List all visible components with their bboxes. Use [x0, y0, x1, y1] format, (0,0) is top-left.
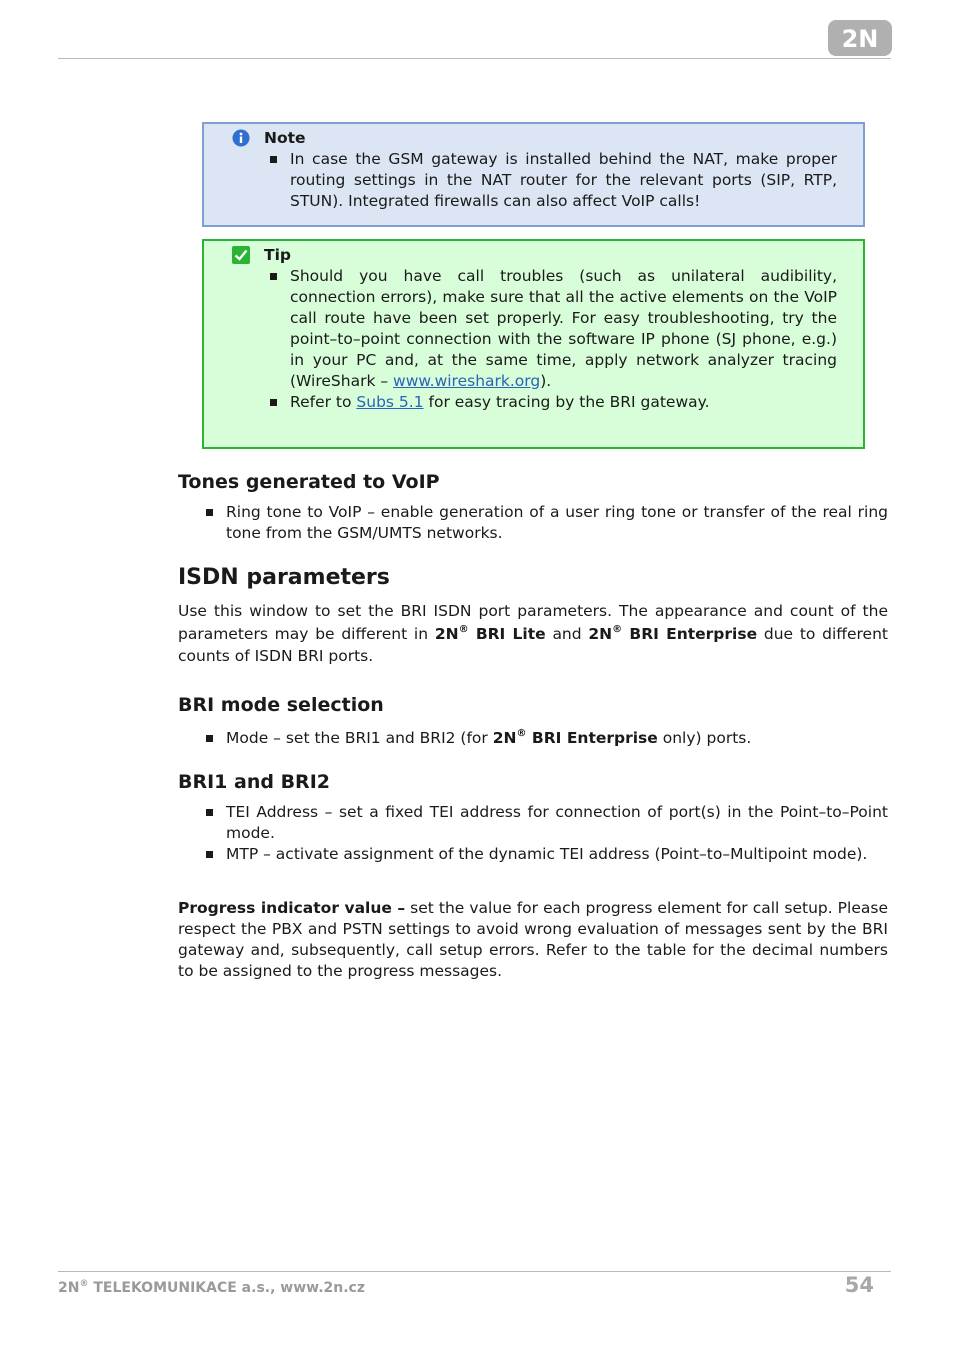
- tip-header: [232, 246, 291, 264]
- footer-rule: [58, 1271, 891, 1272]
- list-item: Should you have call troubles (such as unilateral audibility, connection errors), make sure that all the active elements on the VoIP call route have been set properly. For easy troubleshooting, try the point–to–point connection with the software IP phone (SJ phone, e.g.) in your PC and, at the same time, apply network analyzer tracing (WireShark – www.wireshark.org).: [290, 267, 837, 390]
- tones-heading: Tones generated to VoIP: [178, 471, 440, 493]
- list-item: In case the GSM gateway is installed behind the NAT, make proper routing settings in the NAT router for the relevant ports (SIP, RTP, STUN). Integrated firewalls can also affect VoIP calls!: [290, 150, 837, 210]
- note-box: [202, 122, 865, 227]
- list-item: Mode – set the BRI1 and BRI2 (for 2N® BRI Enterprise only) ports.: [226, 728, 888, 749]
- bri12-list: [226, 802, 888, 865]
- page-number: 54: [844, 1273, 874, 1297]
- list-item: Refer to Subs 5.1 for easy tracing by the BRI gateway.: [290, 392, 837, 413]
- tip-box: [202, 239, 865, 449]
- list-item: MTP – activate assignment of the dynamic TEI address (Point–to–Multipoint mode).: [226, 844, 888, 865]
- footer-company: 2N® TELEKOMUNIKACE a.s., www.2n.cz: [58, 1279, 365, 1296]
- list-item: Ring tone to VoIP – enable generation of a user ring tone or transfer of the real ring tone from the GSM/UMTS networks.: [226, 503, 888, 542]
- tip-title: Tip: [264, 246, 291, 264]
- checkmark-icon: [232, 246, 250, 264]
- header-rule: [58, 58, 891, 59]
- note-header: [232, 129, 306, 147]
- subs-link[interactable]: Subs 5.1: [356, 393, 424, 411]
- note-title: Note: [264, 129, 306, 147]
- bri-mode-list: [226, 728, 888, 749]
- bri-mode-heading: BRI mode selection: [178, 694, 384, 716]
- 2n-logo: [828, 20, 892, 56]
- list-item: TEI Address – set a fixed TEI address for connection of port(s) in the Point–to–Point mode.: [226, 803, 888, 842]
- tones-list: [226, 502, 888, 544]
- isdn-paragraph: Use this window to set the BRI ISDN port parameters. The appearance and count of the parameters may be different in 2N® BRI Lite and 2N® BRI Enterprise due to different counts of ISDN BRI ports.: [178, 602, 888, 665]
- tip-list: [290, 266, 837, 413]
- svg-text:2N: 2N: [841, 25, 879, 53]
- progress-paragraph: Progress indicator value – set the value for each progress element for call setup. Please respect the PBX and PSTN settings to avoid wrong evaluation of messages sent by the BRI gateway and, subsequently, call setup errors. Refer to the table for the decimal numbers to be assigned to the progress messages.: [178, 899, 888, 980]
- wireshark-link[interactable]: www.wireshark.org: [393, 372, 541, 390]
- info-icon: [232, 129, 250, 147]
- isdn-heading: ISDN parameters: [178, 565, 390, 590]
- bri12-heading: BRI1 and BRI2: [178, 771, 330, 793]
- note-list: [290, 149, 837, 212]
